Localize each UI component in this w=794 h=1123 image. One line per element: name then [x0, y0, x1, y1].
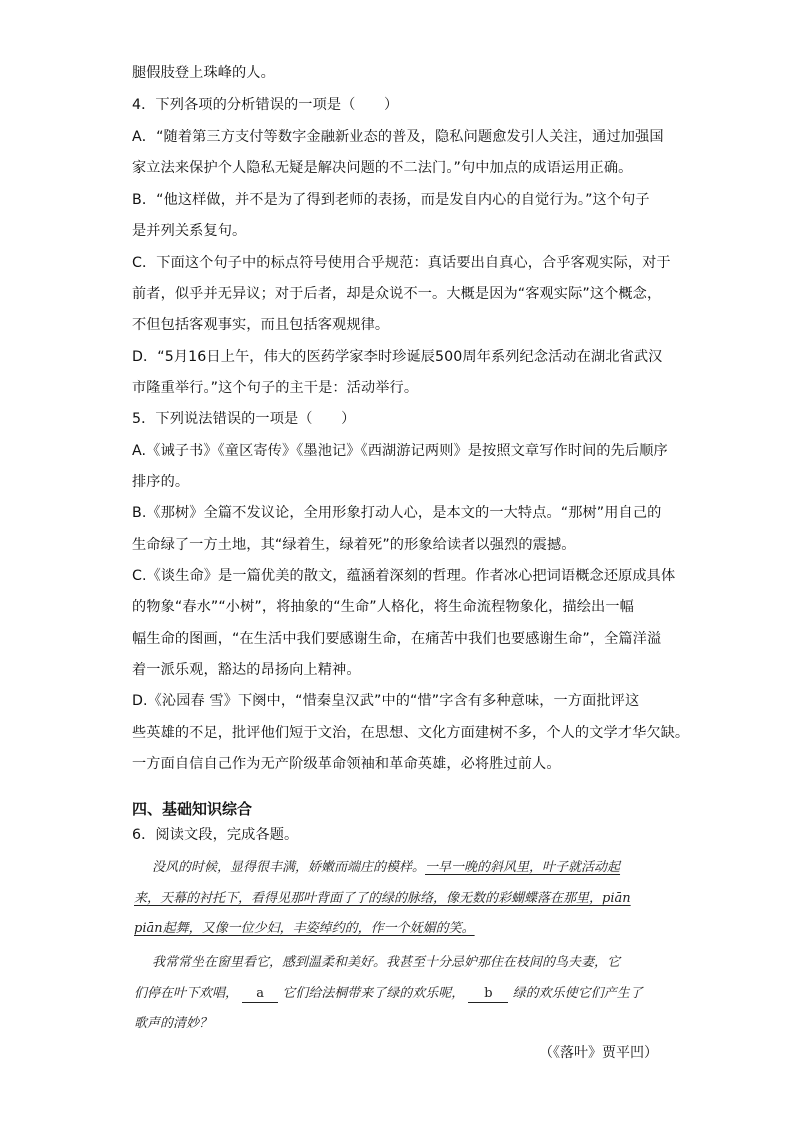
passage-line	[134, 984, 664, 1004]
blank-a: a	[242, 986, 278, 1003]
question-5-option-d: D.《沁园春 雪》下阕中，“惜秦皇汉武”中的“惜”字含有多种意味，一方面批评这	[132, 693, 640, 709]
passage-line	[134, 889, 664, 909]
question-4-option-b: B．“他这样做，并不是为了得到老师的表扬，而是发自内心的自觉行为。”这个句子	[132, 192, 650, 208]
blank-b: b	[468, 986, 508, 1003]
section-heading: 四、基础知识综合	[132, 800, 253, 818]
passage-line: 歌声的清妙？	[134, 1016, 213, 1031]
question-5-option-d-cont: 些英雄的不足，批评他们短于文治，在思想、文化方面建树不多，个人的文学才华欠缺。	[132, 725, 690, 741]
passage-line: 我常常坐在窗里看它，感到温柔和美好。我甚至十分忌妒那住在枝间的鸟夫妻，它	[152, 955, 621, 970]
question-5-option-c-cont: 幅生命的图画，“在生活中我们要感谢生命，在痛苦中我们也要感谢生命”，全篇洋溢	[132, 631, 662, 647]
question-4-option-c-cont: 前者，似乎并无异议；对于后者，却是众说不一。大概是因为“客观实际”这个概念，	[132, 286, 662, 302]
question-4-option-c-cont: 不但包括客观事实，而且包括客观规律。	[132, 317, 390, 333]
passage-text: 它们给法桐带来了绿的欢乐呢，	[282, 986, 465, 1001]
underlined-text: 像无数的彩蝴蝶落在那里，piān	[446, 891, 631, 906]
question-5-option-a: A.《诫子书》《童区寄传》《墨池记》《西湖游记两则》是按照文章写作时间的先后顺序	[132, 443, 668, 459]
question-5-stem: 5．下列说法错误的一项是（ ）	[132, 411, 356, 427]
question-5-option-b-cont: 生命绿了一方土地，其“绿着生，绿着死”的形象给读者以强烈的震撼。	[132, 537, 576, 553]
passage-source: （《落叶》贾平凹）	[539, 1045, 658, 1061]
question-5-option-c-cont: 着一派乐观，豁达的昂扬向上精神。	[132, 662, 361, 678]
question-4-option-d: D．“5月16日上午，伟大的医药学家李时珍诞辰500周年系列纪念活动在湖北省武汉	[132, 349, 663, 365]
question-5-option-a-cont: 排序的。	[132, 474, 190, 490]
question-4-option-c: C．下面这个句子中的标点符号使用合乎规范：真话要出自真心，合乎客观实际，对于	[132, 255, 671, 271]
passage-text: 们停在叶下欢唱，	[134, 986, 239, 1001]
question-4-option-d-cont: 市隆重举行。”这个句子的主干是：活动举行。	[132, 380, 419, 396]
question-5-option-d-cont: 一方面自信自己作为无产阶级革命领袖和革命英雄，必将胜过前人。	[132, 756, 561, 772]
question-4-option-b-cont: 是并列关系复句。	[132, 223, 247, 239]
passage-line	[152, 858, 682, 878]
question-4-stem: 4．下列各项的分析错误的一项是（ ）	[132, 97, 399, 113]
question-4-option-a-cont: 家立法来保护个人隐私无疑是解决问题的不二法门。”句中加点的成语运用正确。	[132, 160, 633, 176]
passage-text: 绿的欢乐使它们产生了	[512, 986, 643, 1001]
text-line: 腿假肢登上珠峰的人。	[132, 65, 275, 81]
question-6-stem: 6．阅读文段，完成各题。	[132, 827, 299, 843]
question-5-option-b: B.《那树》全篇不发议论，全用形象打动人心，是本文的一大特点。“那树”用自己的	[132, 505, 662, 521]
underlined-text: 一早一晚的斜风里，叶子就活动起	[425, 860, 621, 875]
passage-text: 没风的时候，显得很丰满，娇嫩而端庄的模样。	[152, 860, 426, 875]
underlined-text: 来，天幕的衬托下，看得见那叶背面了了的绿的脉络，	[134, 891, 447, 906]
question-5-option-c: C.《谈生命》是一篇优美的散文，蕴涵着深刻的哲理。作者冰心把词语概念还原成具体	[132, 568, 676, 584]
question-4-option-a: A．“随着第三方支付等数字金融新业态的普及，隐私问题愈发引人关注，通过加强国	[132, 129, 664, 145]
underlined-text: piān起舞，又像一位少妇，丰姿绰约的，作一个妩媚的笑。	[134, 921, 475, 936]
passage-line	[134, 919, 664, 939]
question-5-option-c-cont: 的物象“春水”“小树”，将抽象的“生命”人格化，将生命流程物象化，描绘出一幅	[132, 599, 634, 615]
